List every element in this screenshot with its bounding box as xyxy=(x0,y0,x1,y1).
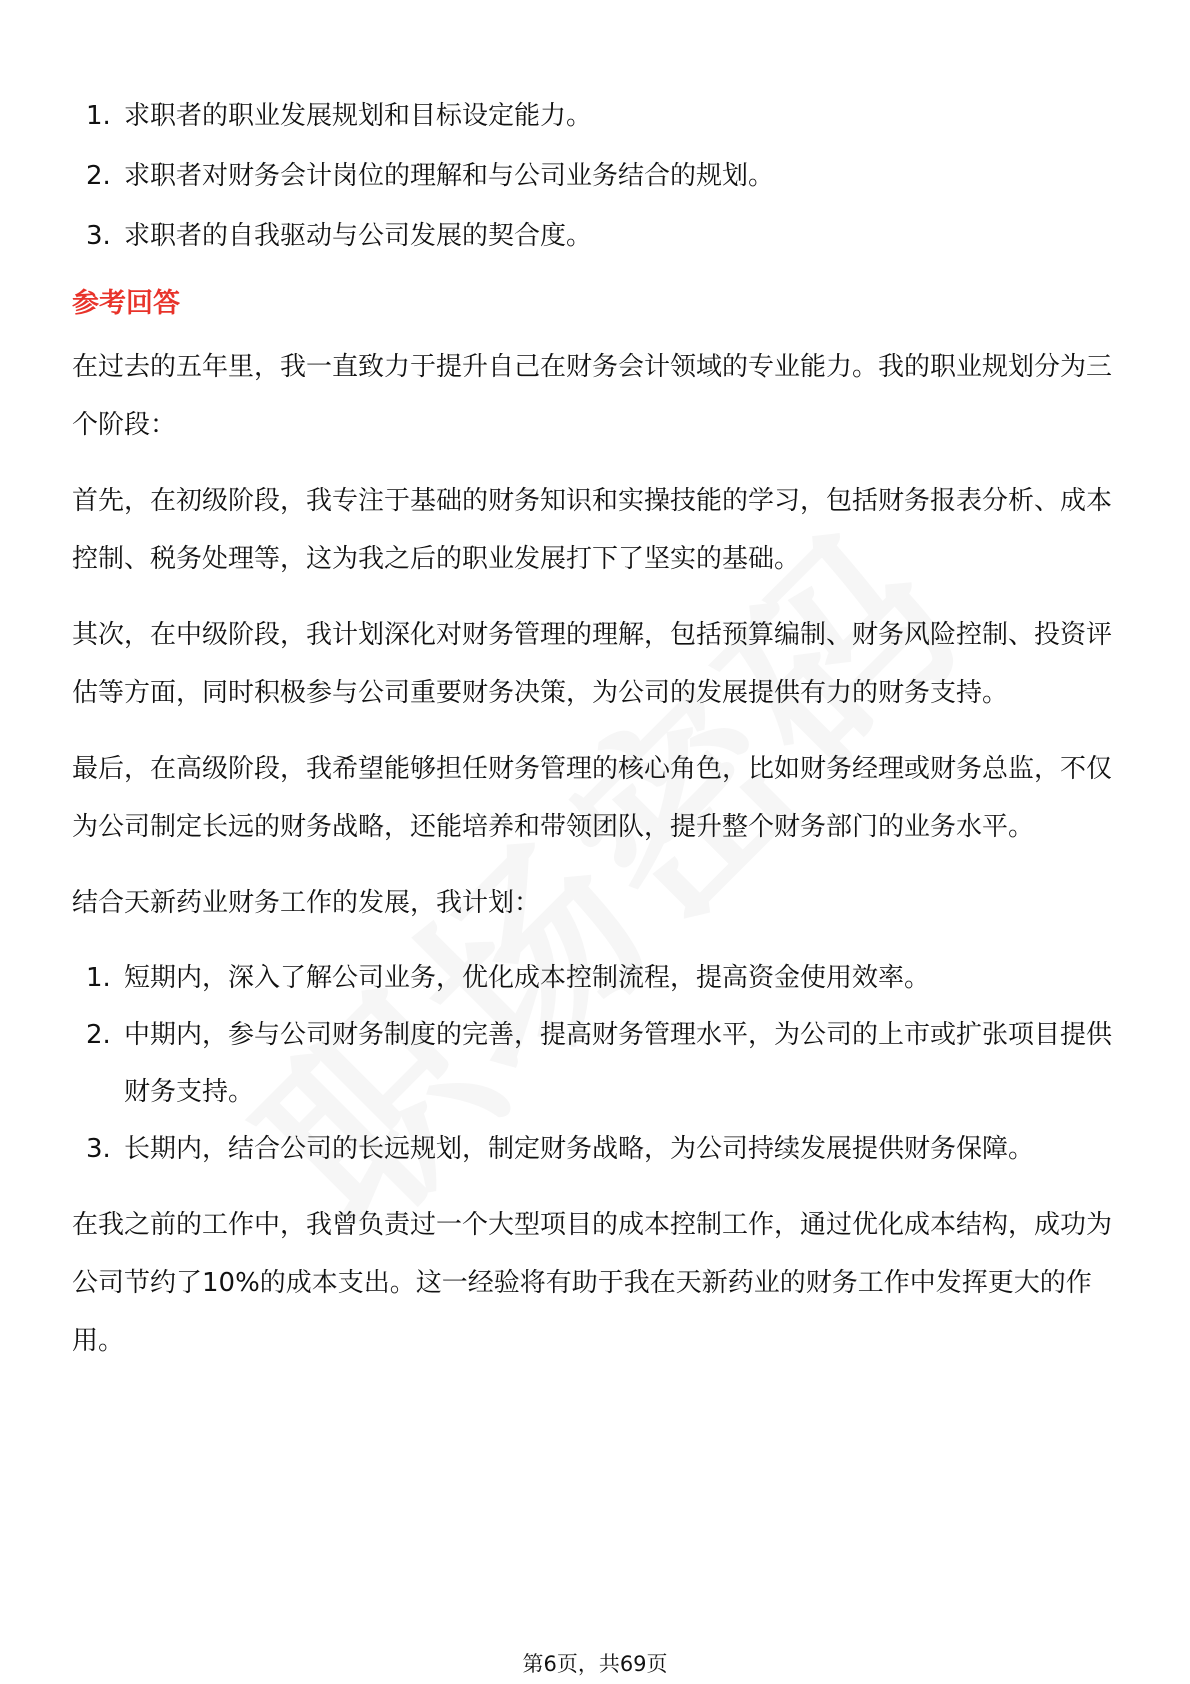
list-item-text: 中期内，参与公司财务制度的完善，提高财务管理水平，为公司的上市或扩张项目提供财务支持。 xyxy=(124,1020,1113,1107)
section-heading: 参考回答 xyxy=(72,288,180,319)
list-number: 1. xyxy=(86,963,111,993)
paragraph-closing: 在我之前的工作中，我曾负责过一个大型项目的成本控制工作，通过优化成本结构，成功为公司节约了10%的成本支出。这一经验将有助于我在天新药业的财务工作中发挥更大的作用。 xyxy=(72,1210,1113,1356)
list-item xyxy=(72,206,1118,266)
list-item xyxy=(72,1121,1118,1178)
list-number: 2. xyxy=(86,161,111,191)
list-item-text: 短期内，深入了解公司业务，优化成本控制流程，提高资金使用效率。 xyxy=(124,963,931,993)
list-number: 3. xyxy=(86,1134,111,1164)
document-content xyxy=(72,86,1118,1388)
paragraph-intro: 在过去的五年里，我一直致力于提升自己在财务会计领域的专业能力。我的职业规划分为三个阶段： xyxy=(72,352,1113,440)
paragraph-stage-1: 首先，在初级阶段，我专注于基础的财务知识和实操技能的学习，包括财务报表分析、成本控制、税务处理等，这为我之后的职业发展打下了坚实的基础。 xyxy=(72,486,1113,574)
list-item-text: 长期内，结合公司的长远规划，制定财务战略，为公司持续发展提供财务保障。 xyxy=(124,1134,1035,1164)
list-number: 1. xyxy=(86,101,111,131)
page-number-footer: 第6页，共69页 xyxy=(522,1652,668,1676)
paragraph-stage-2: 其次，在中级阶段，我计划深化对财务管理的理解，包括预算编制、财务风险控制、投资评估等方面，同时积极参与公司重要财务决策，为公司的发展提供有力的财务支持。 xyxy=(72,620,1113,708)
list-item-text: 求职者的自我驱动与公司发展的契合度。 xyxy=(124,221,593,251)
list-item xyxy=(72,146,1118,206)
list-item xyxy=(72,1007,1118,1121)
evaluation-points-list xyxy=(72,86,1118,266)
plan-list xyxy=(72,950,1118,1178)
list-item xyxy=(72,86,1118,146)
list-number: 2. xyxy=(86,1020,111,1050)
paragraph-stage-3: 最后，在高级阶段，我希望能够担任财务管理的核心角色，比如财务经理或财务总监，不仅为公司制定长远的财务战略，还能培养和带领团队，提升整个财务部门的业务水平。 xyxy=(72,754,1113,842)
list-item-text: 求职者的职业发展规划和目标设定能力。 xyxy=(124,101,593,131)
list-number: 3. xyxy=(86,221,111,251)
list-item-text: 求职者对财务会计岗位的理解和与公司业务结合的规划。 xyxy=(124,161,775,191)
list-item xyxy=(72,950,1118,1007)
paragraph-plan-intro: 结合天新药业财务工作的发展，我计划： xyxy=(72,888,541,918)
